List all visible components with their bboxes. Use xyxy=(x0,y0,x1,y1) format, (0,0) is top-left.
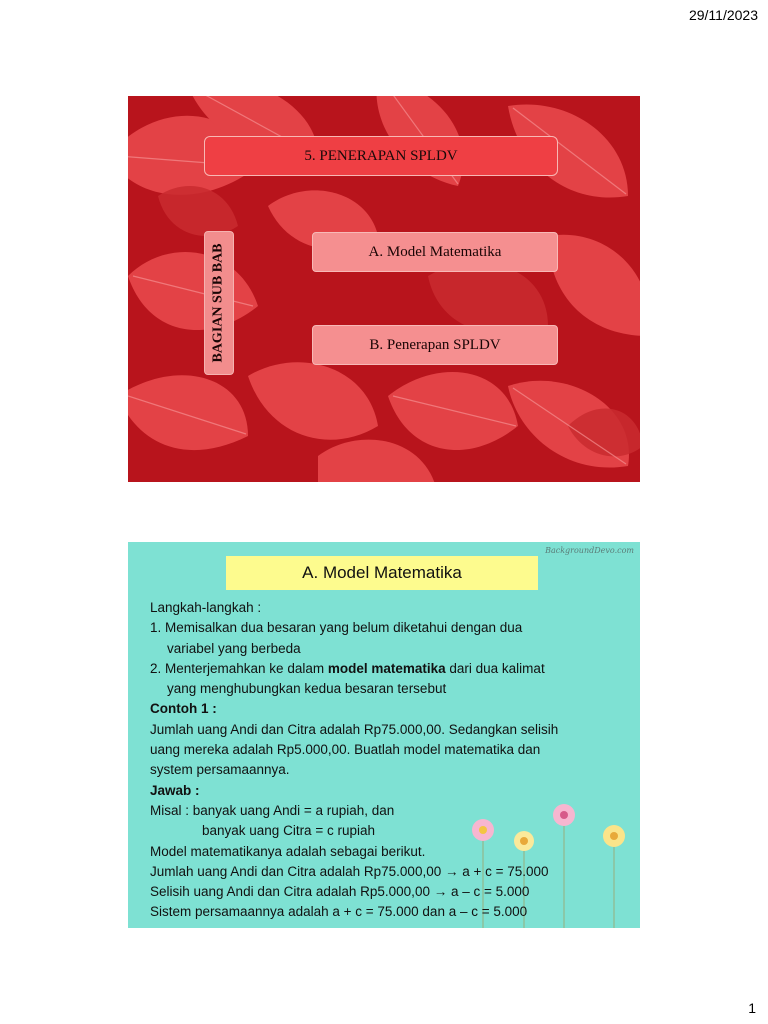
slide-2-title: A. Model Matematika xyxy=(226,556,538,590)
slide-1-title: 5. PENERAPAN SPLDV xyxy=(204,136,558,176)
subsection-item-b: B. Penerapan SPLDV xyxy=(312,325,558,365)
step-1-line-1: 1. Memisalkan dua besaran yang belum diketahui dengan dua xyxy=(150,620,523,636)
answer-line-6: Sistem persamaannya adalah a + c = 75.000 dan a – c = 5.000 xyxy=(150,904,528,920)
example-heading: Contoh 1 : xyxy=(150,701,217,717)
step-2-line-2: yang menghubungkan kedua besaran tersebut xyxy=(167,681,447,697)
step-2-post: dari dua kalimat xyxy=(445,660,545,676)
steps-heading: Langkah-langkah : xyxy=(150,600,262,615)
slide-1 xyxy=(128,96,640,482)
step-2-pre: 2. Menterjemahkan ke dalam xyxy=(150,660,328,676)
example-line-1: Jumlah uang Andi dan Citra adalah Rp75.000,00. Sedangkan selisih xyxy=(150,721,559,737)
page-number: 1 xyxy=(748,1000,756,1016)
answer-line-2: banyak uang Citra = c rupiah xyxy=(202,823,375,839)
page-date: 29/11/2023 xyxy=(688,7,758,23)
step-1-line-2: variabel yang berbeda xyxy=(167,640,301,656)
answer-line-4: Jumlah uang Andi dan Citra adalah Rp75.000,00 → a + c = 75.000 xyxy=(150,863,549,879)
section-label-vertical xyxy=(204,231,234,375)
answer-line-3: Model matematikanya adalah sebagai berikut. xyxy=(150,843,426,859)
answer-line-5: Selisih uang Andi dan Citra adalah Rp5.000,00 → a – c = 5.000 xyxy=(150,884,530,900)
watermark: BackgroundDevo.com xyxy=(545,546,634,555)
slide-2 xyxy=(128,542,640,928)
answer-line-1: Misal : banyak uang Andi = a rupiah, dan xyxy=(150,802,395,818)
answer-heading: Jawab : xyxy=(150,782,200,798)
step-2-bold: model matematika xyxy=(327,660,446,676)
slide-2-body xyxy=(150,598,610,923)
section-label-text: BAGIAN SUB BAB xyxy=(211,243,226,363)
example-line-3: system persamaannya. xyxy=(150,762,290,778)
example-line-2: uang mereka adalah Rp5.000,00. Buatlah model matematika dan xyxy=(150,742,541,758)
step-2-line-1 xyxy=(150,659,610,679)
subsection-item-a: A. Model Matematika xyxy=(312,232,558,272)
